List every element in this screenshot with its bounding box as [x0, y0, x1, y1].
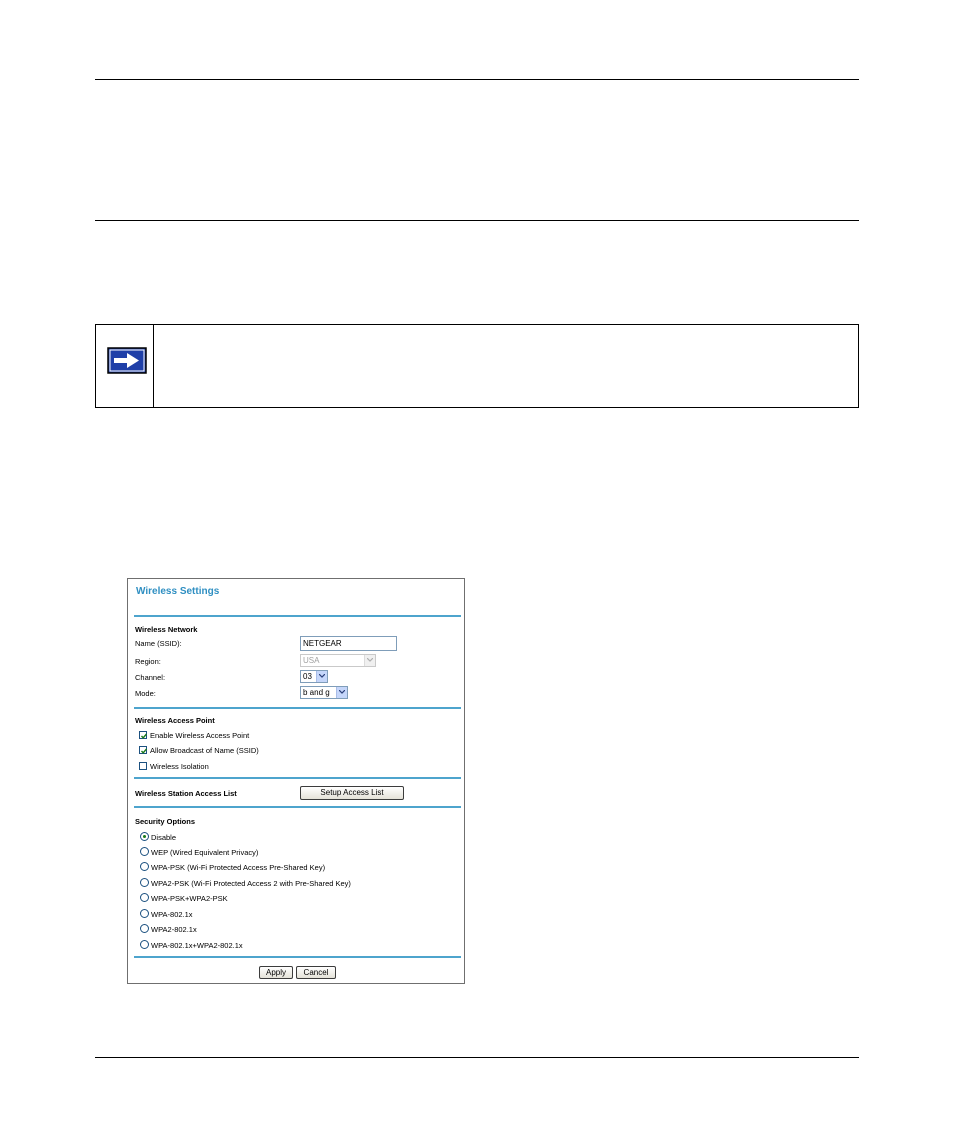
region-label: Region: — [135, 657, 161, 666]
mode-label: Mode: — [135, 689, 156, 698]
chevron-down-icon[interactable] — [336, 687, 347, 698]
radio-selected-dot — [143, 835, 146, 838]
broadcast-ssid-checkbox[interactable] — [139, 746, 147, 754]
separator — [134, 707, 461, 709]
wireless-isolation-checkbox[interactable] — [139, 762, 147, 770]
note-box — [95, 324, 859, 408]
wireless-network-heading: Wireless Network — [135, 625, 198, 634]
footer-rule — [95, 1057, 859, 1058]
chevron-down-icon — [364, 655, 375, 666]
security-radio-wpa-8021x[interactable] — [140, 909, 149, 918]
separator — [134, 615, 461, 617]
channel-value: 03 — [303, 672, 312, 681]
setup-access-list-button[interactable]: Setup Access List — [300, 786, 404, 800]
security-option-label: WPA-802.1x — [151, 910, 193, 919]
mode-select[interactable] — [300, 686, 348, 699]
security-option-label: WPA-802.1x+WPA2-802.1x — [151, 941, 243, 950]
separator — [134, 956, 461, 958]
security-radio-wpa-psk-wpa2-psk[interactable] — [140, 893, 149, 902]
right-arrow-icon — [107, 347, 147, 374]
access-point-heading: Wireless Access Point — [135, 716, 215, 725]
chevron-down-icon[interactable] — [316, 671, 327, 682]
header-rule-bottom — [95, 220, 859, 221]
security-radio-wpa-psk[interactable] — [140, 862, 149, 871]
security-option-label: Disable — [151, 833, 177, 842]
broadcast-ssid-label: Allow Broadcast of Name (SSID) — [150, 746, 259, 755]
note-divider — [153, 325, 154, 407]
wireless-isolation-label: Wireless Isolation — [150, 762, 209, 771]
security-option-label: WEP (Wired Equivalent Privacy) — [151, 848, 259, 857]
wireless-settings-panel — [127, 578, 465, 984]
station-list-heading: Wireless Station Access List — [135, 789, 237, 798]
panel-title: Wireless Settings — [136, 586, 220, 597]
security-radio-disable[interactable] — [140, 832, 149, 841]
separator — [134, 777, 461, 779]
security-option-label: WPA-PSK (Wi-Fi Protected Access Pre-Shared Key) — [151, 863, 326, 872]
cancel-button[interactable]: Cancel — [296, 966, 336, 979]
header-rule-top — [95, 79, 859, 80]
ssid-label: Name (SSID): — [135, 639, 182, 648]
mode-value: b and g — [303, 688, 330, 697]
ssid-input[interactable]: NETGEAR — [300, 636, 397, 651]
security-radio-wpa2-psk[interactable] — [140, 878, 149, 887]
security-option-label: WPA-PSK+WPA2-PSK — [151, 894, 228, 903]
security-option-label: WPA2-PSK (Wi-Fi Protected Access 2 with Pre-Shared Key) — [151, 879, 351, 888]
enable-access-point-label: Enable Wireless Access Point — [150, 731, 250, 740]
region-value: USA — [303, 656, 320, 665]
security-option-label: WPA2-802.1x — [151, 925, 197, 934]
security-radio-wep[interactable] — [140, 847, 149, 856]
security-options-heading: Security Options — [135, 817, 196, 826]
channel-label: Channel: — [135, 673, 166, 682]
enable-access-point-checkbox[interactable] — [139, 731, 147, 739]
separator — [134, 806, 461, 808]
security-radio-wpa2-8021x[interactable] — [140, 924, 149, 933]
apply-button[interactable]: Apply — [259, 966, 293, 979]
security-radio-wpa-wpa2-8021x[interactable] — [140, 940, 149, 949]
region-select — [300, 654, 376, 667]
channel-select[interactable] — [300, 670, 328, 683]
